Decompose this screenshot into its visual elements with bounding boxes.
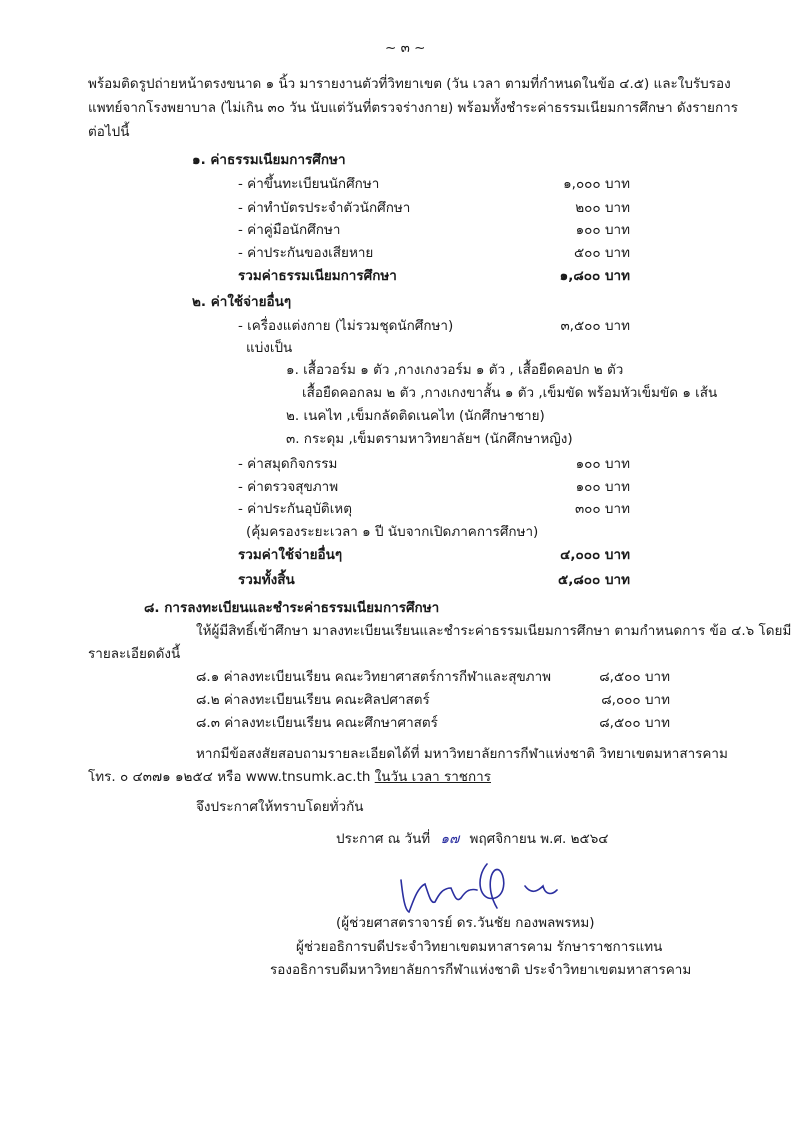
split-item-1a: ๑. เสื้อวอร์ม ๑ ตัว ,กางเกงวอร์ม ๑ ตัว , เสื้อยืดคอปก ๒ ตัว [286,362,624,378]
other-item-label: - ค่าสมุดกิจกรรม [238,456,338,472]
fee-item-label: - ค่าประกันของเสียหาย [238,245,374,261]
registration-item-label: ๘.๒ ค่าลงทะเบียนเรียน คณะศิลปศาสตร์ [196,692,430,708]
split-item-1b: เสื้อยืดคอกลม ๒ ตัว ,กางเกงขาสั้น ๑ ตัว ,เข็มขัด พร้อมหัวเข็มขัด ๑ เส้น [302,385,718,401]
fee-item-amount: ๕๐๐ บาท [573,245,630,261]
intro-line-2: แพทย์จากโรงพยาบาล (ไม่เกิน ๓๐ วัน นับแต่วันที่ตรวจร่างกาย) พร้อมทั้งชำระค่าธรรมเนียมการศึกษา ดังรายการ [88,100,738,116]
insurance-note: (คุ้มครองระยะเวลา ๑ ปี นับจากเปิดภาคการศึกษา) [246,524,539,540]
announcement-date [336,827,609,849]
announcement-text: จึงประกาศให้ทราบโดยทั่วกัน [196,799,364,815]
other-item-amount: ๑๐๐ บาท [575,479,630,495]
signer-name: (ผู้ช่วยศาสตราจารย์ ดร.วันชัย กองพลพรหม) [336,915,595,931]
section-1-heading: ๑. ค่าธรรมเนียมการศึกษา [192,152,346,168]
other-item-label: - ค่าประกันอุบัติเหตุ [238,501,352,517]
section-2-total-label: รวมค่าใช้จ่ายอื่นๆ [238,547,343,563]
fee-item-label: - ค่าขึ้นทะเบียนนักศึกษา [238,176,380,192]
signature-image [395,858,575,918]
other-item-amount: ๑๐๐ บาท [575,456,630,472]
page-number: ~ ๓ ~ [385,40,426,56]
signer-title-2: รองอธิการบดีมหาวิทยาลัยการกีฬาแห่งชาติ ประจำวิทยาเขตมหาสารคาม [270,962,692,978]
section-8-heading: ๘. การลงทะเบียนและชำระค่าธรรมเนียมการศึกษา [144,600,440,616]
section-1-total-amount: ๑,๘๐๐ บาท [559,268,630,284]
section-2-heading: ๒. ค่าใช้จ่ายอื่นๆ [192,294,292,310]
fee-item-label: - ค่าคู่มือนักศึกษา [238,222,341,238]
fee-item-label: - ค่าทำบัตรประจำตัวนักศึกษา [238,200,411,216]
registration-item-amount: ๘,๐๐๐ บาท [601,692,670,708]
date-rest: พฤศจิกายน พ.ศ. ๒๕๖๔ [469,831,609,847]
registration-item-label: ๘.๓ ค่าลงทะเบียนเรียน คณะศึกษาศาสตร์ [196,715,438,731]
fee-item-amount: ๒๐๐ บาท [575,200,630,216]
intro-line-1: พร้อมติดรูปถ่ายหน้าตรงขนาด ๑ นิ้ว มารายงานตัวที่วิทยาเขต (วัน เวลา ตามที่กำหนดในข้อ ๔.๕) และใบรับรอง [88,76,731,92]
registration-item-amount: ๘,๕๐๐ บาท [599,669,670,685]
section-2-total-amount: ๔,๐๐๐ บาท [560,547,630,563]
contact-line-2 [88,765,491,787]
fee-item-amount: ๑,๐๐๐ บาท [563,176,630,192]
other-item-amount: ๓๐๐ บาท [574,501,630,517]
contact-phone-web: โทร. ๐ ๔๓๗๑ ๑๒๕๔ หรือ www.tnsumk.ac.th [88,769,375,785]
fee-item-amount: ๑๐๐ บาท [575,222,630,238]
contact-hours: ในวัน เวลา ราชการ [374,769,491,785]
section-8-para-2: รายละเอียดดังนี้ [88,646,181,662]
registration-item-amount: ๘,๕๐๐ บาท [599,715,670,731]
intro-line-3: ต่อไปนี้ [88,124,130,140]
split-item-2: ๒. เนคไท ,เข็มกลัดติดเนคไท (นักศึกษาชาย) [286,408,545,424]
signer-title-1: ผู้ช่วยอธิการบดีประจำวิทยาเขตมหาสารคาม รักษาราชการแทน [296,939,663,955]
section-8-para-1: ให้ผู้มีสิทธิ์เข้าศึกษา มาลงทะเบียนเรียนและชำระค่าธรรมเนียมการศึกษา ตามกำหนดการ ข้อ ๔.๖ โดยมี [196,623,792,639]
registration-item-label: ๘.๑ ค่าลงทะเบียนเรียน คณะวิทยาศาสตร์การกีฬาและสุขภาพ [196,669,552,685]
uniform-amount: ๓,๕๐๐ บาท [560,318,630,334]
other-item-label: - ค่าตรวจสุขภาพ [238,479,339,495]
date-prefix: ประกาศ ณ วันที่ [336,831,431,847]
contact-line-1: หากมีข้อสงสัยสอบถามรายละเอียดได้ที่ มหาวิทยาลัยการกีฬาแห่งชาติ วิทยาเขตมหาสารคาม [196,746,728,762]
uniform-label: - เครื่องแต่งกาย (ไม่รวมชุดนักศึกษา) [238,318,454,334]
grand-total-label: รวมทั้งสิ้น [238,572,295,588]
date-day-handwritten: ๑๗ [440,831,460,847]
split-item-3: ๓. กระดุม ,เข็มตรามหาวิทยาลัยฯ (นักศึกษาหญิง) [286,431,573,447]
split-label: แบ่งเป็น [246,340,293,356]
grand-total-amount: ๕,๘๐๐ บาท [558,572,630,588]
section-1-total-label: รวมค่าธรรมเนียมการศึกษา [238,268,397,284]
